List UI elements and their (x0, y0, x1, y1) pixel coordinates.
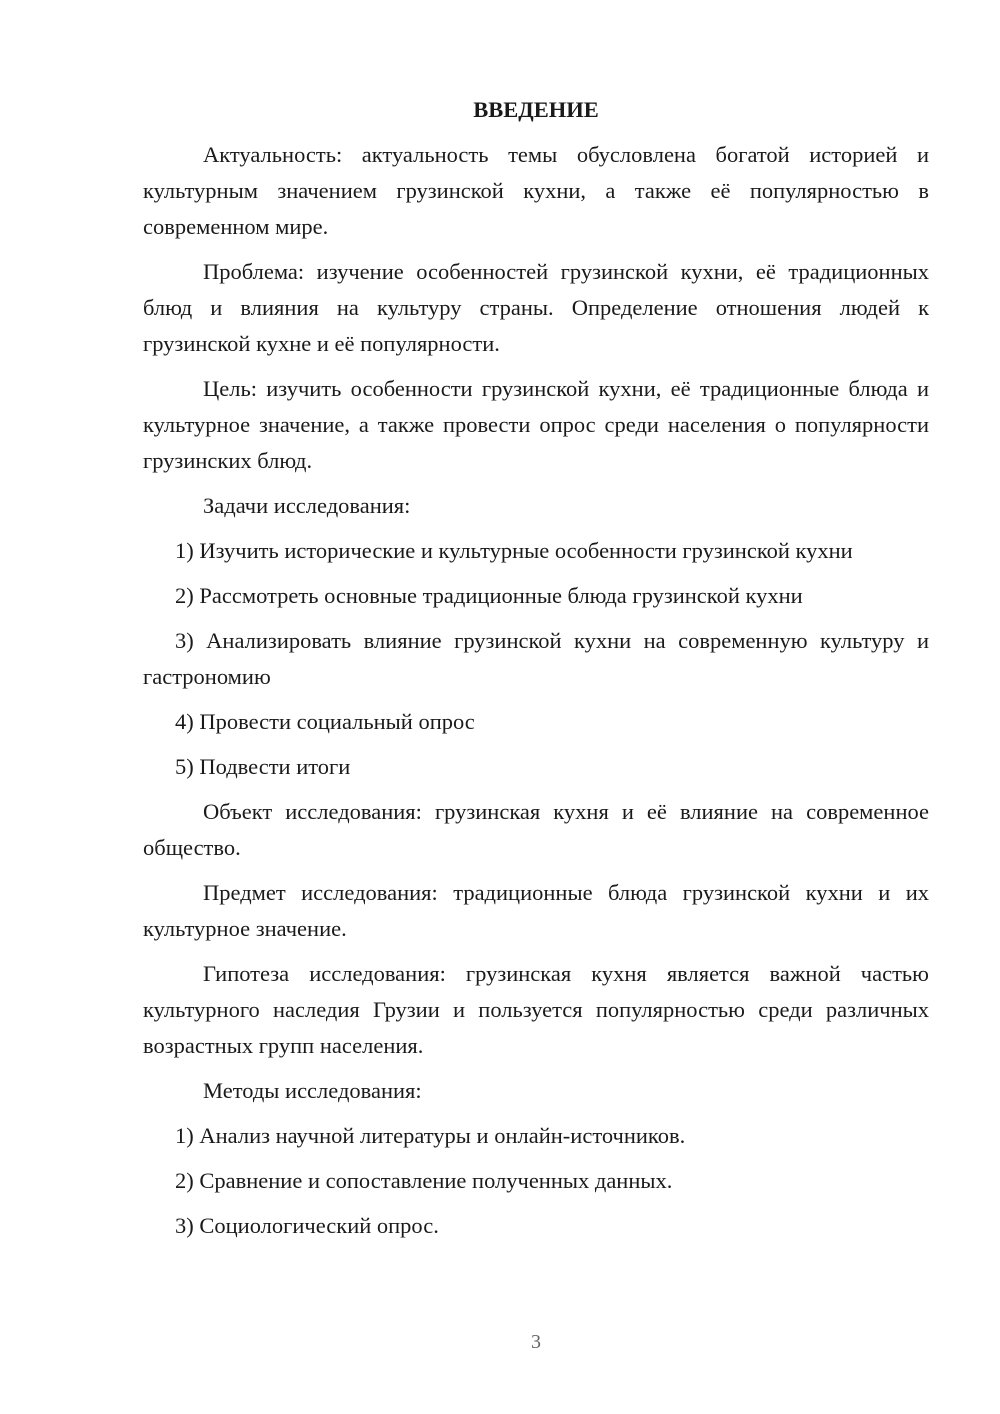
problem-paragraph: Проблема: изучение особенностей грузинской кухни, её традиционных блюд и влияния на культуру страны. Определение отношения людей к грузинской кухне и её популярности. (143, 259, 929, 356)
object-paragraph: Объект исследования: грузинская кухня и её влияние на современное общество. (143, 799, 929, 860)
task-item-4: 4) Провести социальный опрос (175, 709, 475, 734)
hypothesis-paragraph: Гипотеза исследования: грузинская кухня является важной частью культурного наследия Грузии и пользуется популярностью среди различных возрастных групп населения. (143, 961, 929, 1058)
task-item-1: 1) Изучить исторические и культурные особенности грузинской кухни (175, 538, 853, 563)
relevance-paragraph: Актуальность: актуальность темы обусловлена богатой историей и культурным значением грузинской кухни, а также её популярностью в современном мире. (143, 142, 929, 239)
subject-paragraph: Предмет исследования: традиционные блюда грузинской кухни и их культурное значение. (143, 880, 929, 941)
tasks-heading: Задачи исследования: (203, 493, 411, 518)
document-page (143, 92, 929, 1253)
task-item-3: 3) Анализировать влияние грузинской кухни на современную культуру и гастрономию (143, 628, 929, 689)
method-item-1: 1) Анализ научной литературы и онлайн-источников. (175, 1123, 686, 1148)
task-item-5: 5) Подвести итоги (175, 754, 351, 779)
task-item-2: 2) Рассмотреть основные традиционные блюда грузинской кухни (175, 583, 803, 608)
method-item-2: 2) Сравнение и сопоставление полученных данных. (175, 1168, 673, 1193)
page-title: ВВЕДЕНИЕ (473, 97, 599, 122)
methods-heading: Методы исследования: (203, 1078, 422, 1103)
goal-paragraph: Цель: изучить особенности грузинской кухни, её традиционные блюда и культурное значение, а также провести опрос среди населения о популярности грузинских блюд. (143, 376, 929, 473)
page-number: 3 (531, 1331, 541, 1353)
method-item-3: 3) Социологический опрос. (175, 1213, 439, 1238)
